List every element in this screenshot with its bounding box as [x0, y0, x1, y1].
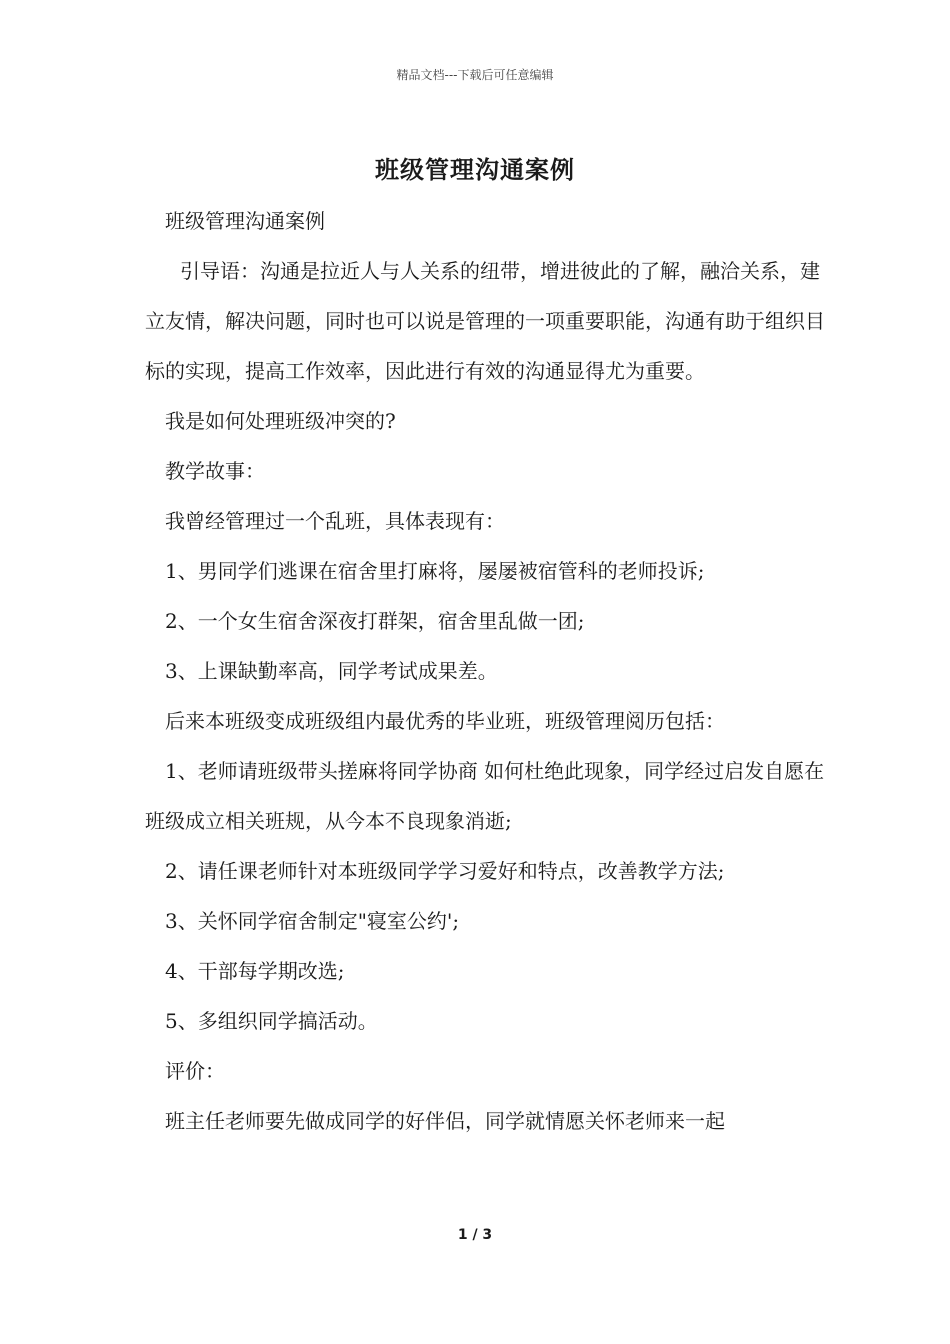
paragraph-story-intro: 我曾经管理过一个乱班，具体表现有：: [165, 509, 505, 533]
paragraph-subtitle: 班级管理沟通案例: [165, 209, 325, 233]
list-item-solution-1: 1、老师请班级带头搓麻将同学协商 如何杜绝此现象，同学经过启发自愿在班级成立相关班规，从今本不良现象消逝;: [145, 759, 825, 833]
list-item-solution-3: 3、关怀同学宿舍制定"寝室公约';: [165, 909, 460, 933]
list-item-solution-5: 5、多组织同学搞活动。: [165, 1009, 378, 1033]
list-item-problem-3: 3、上课缺勤率高，同学考试成果差。: [165, 659, 498, 683]
paragraph-question: 我是如何处理班级冲突的?: [165, 409, 396, 433]
list-item-problem-1: 1、男同学们逃课在宿舍里打麻将，屡屡被宿管科的老师投诉;: [165, 559, 705, 583]
paragraph-result: 后来本班级变成班级组内最优秀的毕业班，班级管理阅历包括：: [165, 709, 725, 733]
document-body: [145, 196, 825, 1146]
page-header: 精品文档---下载后可任意编辑: [396, 68, 554, 82]
list-item-solution-4: 4、干部每学期改选;: [165, 959, 345, 983]
paragraph-story-heading: 教学故事：: [165, 459, 265, 483]
list-item-solution-2: 2、请任课老师针对本班级同学学习爱好和特点，改善教学方法;: [165, 859, 725, 883]
paragraph-evaluation-heading: 评价：: [165, 1059, 225, 1083]
paragraph-intro: 引导语：沟通是拉近人与人关系的纽带，增进彼此的了解，融洽关系，建立友情，解决问题，同时也可以说是管理的一项重要职能，沟通有助于组织目标的实现，提高工作效率，因此进行有效的沟通显得尤为重要。: [145, 259, 825, 383]
document-title: 班级管理沟通案例: [375, 155, 575, 184]
list-item-problem-2: 2、一个女生宿舍深夜打群架，宿舍里乱做一团;: [165, 609, 585, 633]
page-number: 1 / 3: [457, 1227, 493, 1243]
paragraph-evaluation: 班主任老师要先做成同学的好伴侣，同学就情愿关怀老师来一起: [165, 1109, 725, 1133]
